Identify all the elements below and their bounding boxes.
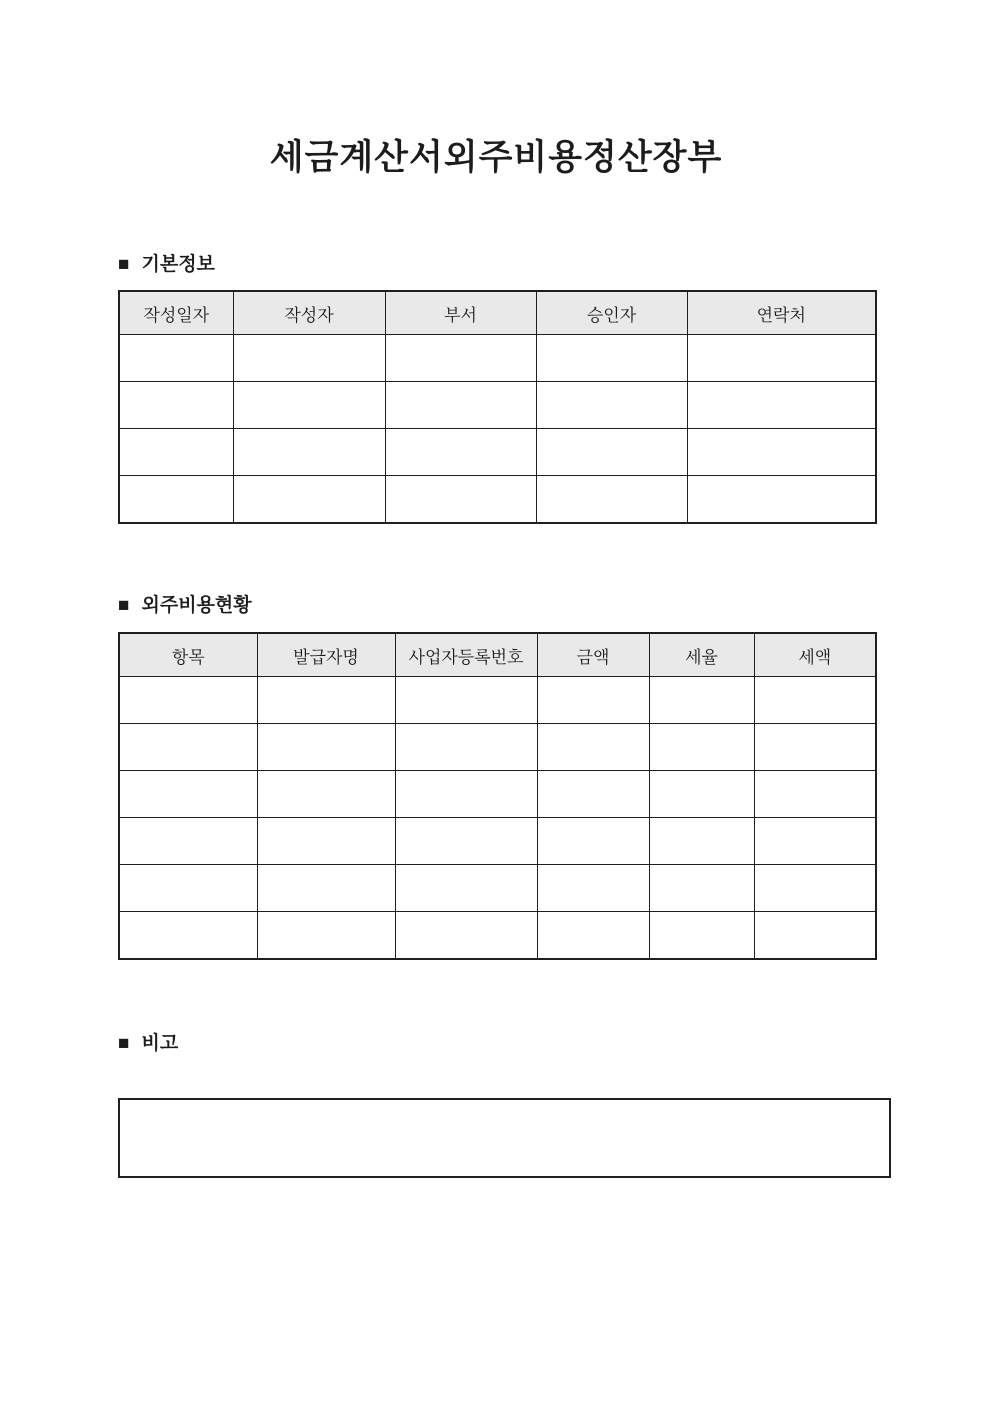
table-cell — [754, 771, 876, 818]
table-cell — [537, 677, 649, 724]
column-header-issuer-name: 발급자명 — [257, 633, 395, 677]
table-cell — [536, 476, 687, 524]
table-cell — [537, 865, 649, 912]
table-cell — [233, 429, 385, 476]
table-cell — [536, 335, 687, 382]
column-header-contact: 연락처 — [687, 291, 876, 335]
table-cell — [119, 429, 233, 476]
table-cell — [395, 818, 537, 865]
document-title: 세금계산서외주비용정산장부 — [269, 138, 723, 177]
expense-status-table — [118, 632, 877, 960]
column-header-tax-amount: 세액 — [754, 633, 876, 677]
square-bullet-icon: ■ — [118, 253, 130, 275]
table-cell — [119, 818, 257, 865]
table-cell — [257, 912, 395, 960]
table-cell — [257, 865, 395, 912]
table-cell — [385, 382, 536, 429]
table-row — [119, 724, 876, 771]
table-row — [119, 818, 876, 865]
table-cell — [119, 335, 233, 382]
table-cell — [537, 771, 649, 818]
table-row — [119, 382, 876, 429]
table-cell — [395, 724, 537, 771]
column-header-created-date: 작성일자 — [119, 291, 233, 335]
table-cell — [537, 912, 649, 960]
table-row — [119, 335, 876, 382]
table-cell — [649, 771, 754, 818]
table-cell — [385, 429, 536, 476]
column-header-department: 부서 — [385, 291, 536, 335]
table-cell — [119, 771, 257, 818]
column-header-author: 작성자 — [233, 291, 385, 335]
table-cell — [536, 429, 687, 476]
table-row — [119, 429, 876, 476]
remarks-box — [118, 1098, 891, 1178]
table-cell — [257, 724, 395, 771]
column-header-item: 항목 — [119, 633, 257, 677]
basic-info-header-row — [119, 291, 876, 335]
table-cell — [537, 818, 649, 865]
table-cell — [119, 476, 233, 524]
table-cell — [257, 771, 395, 818]
table-cell — [257, 818, 395, 865]
table-cell — [233, 382, 385, 429]
table-cell — [395, 865, 537, 912]
basic-info-table — [118, 290, 877, 524]
column-header-amount: 금액 — [537, 633, 649, 677]
table-cell — [395, 771, 537, 818]
table-cell — [233, 335, 385, 382]
table-cell — [395, 677, 537, 724]
section-remarks-header — [118, 1033, 178, 1056]
section-expense-status-header — [118, 595, 252, 618]
table-row — [119, 677, 876, 724]
table-cell — [687, 335, 876, 382]
table-row — [119, 771, 876, 818]
section-expense-status-label: 외주비용현황 — [141, 595, 252, 616]
section-basic-info-label: 기본정보 — [141, 254, 215, 275]
table-cell — [536, 382, 687, 429]
table-cell — [754, 818, 876, 865]
table-cell — [119, 677, 257, 724]
table-cell — [385, 335, 536, 382]
table-cell — [687, 382, 876, 429]
table-cell — [649, 912, 754, 960]
section-remarks-label: 비고 — [141, 1033, 179, 1054]
square-bullet-icon: ■ — [118, 1032, 130, 1054]
table-cell — [119, 912, 257, 960]
table-cell — [754, 724, 876, 771]
column-header-business-reg-no: 사업자등록번호 — [395, 633, 537, 677]
expense-header-row — [119, 633, 876, 677]
table-cell — [119, 865, 257, 912]
table-cell — [649, 677, 754, 724]
table-row — [119, 476, 876, 524]
table-cell — [687, 429, 876, 476]
table-cell — [649, 865, 754, 912]
column-header-tax-rate: 세율 — [649, 633, 754, 677]
table-cell — [754, 865, 876, 912]
table-cell — [649, 818, 754, 865]
table-row — [119, 865, 876, 912]
table-cell — [385, 476, 536, 524]
square-bullet-icon: ■ — [118, 594, 130, 616]
table-cell — [395, 912, 537, 960]
column-header-approver: 승인자 — [536, 291, 687, 335]
section-basic-info-header — [118, 254, 215, 277]
table-cell — [649, 724, 754, 771]
table-cell — [687, 476, 876, 524]
table-cell — [754, 677, 876, 724]
table-cell — [257, 677, 395, 724]
table-cell — [119, 382, 233, 429]
table-cell — [233, 476, 385, 524]
table-cell — [754, 912, 876, 960]
table-cell — [537, 724, 649, 771]
table-cell — [119, 724, 257, 771]
table-row — [119, 912, 876, 960]
